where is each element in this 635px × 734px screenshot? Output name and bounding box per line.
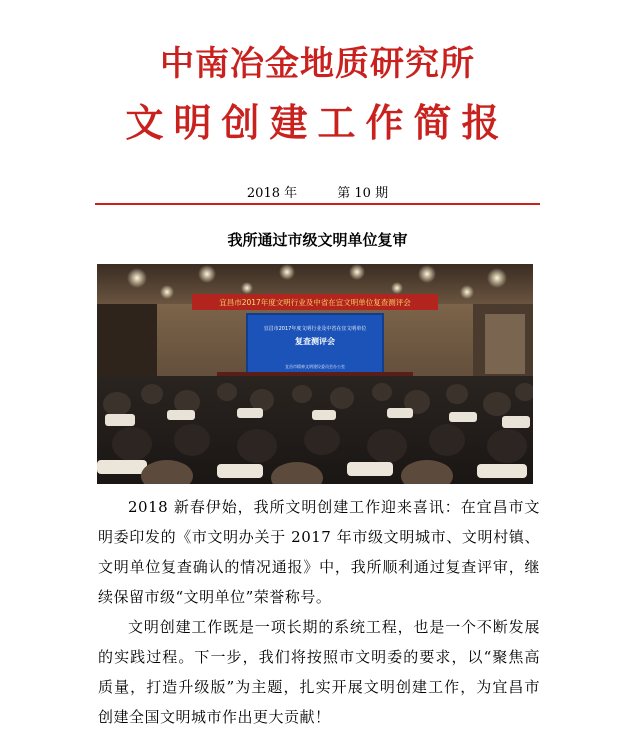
article-headline: 我所通过市级文明单位复审 (227, 231, 408, 249)
bulletin-title: 文明创建工作简报 (125, 100, 510, 145)
header-divider (95, 203, 540, 205)
paragraph: 2018 新春伊始，我所文明创建工作迎来喜讯：在宜昌市文明委印发的《市文明办关于 2017 年市级文明城市、文明村镇、文明单位复查确认的情况通报》中，我所顺利通过复查评审，继续保留市级“文明单位”荣誉称号。 (98, 498, 540, 606)
screen-line-3: 宜昌市精神文明建设委员会办公室 (285, 364, 345, 369)
article-body (98, 492, 540, 732)
issue-line (0, 182, 635, 201)
paragraph: 文明创建工作既是一项长期的系统工程，也是一个不断发展的实践过程。下一步，我们将按照市文明委的要求，以“聚焦高质量，打造升级版”为主题，扎实开展文明创建工作，为宜昌市创建全国文明城市作出更大贡献！ (98, 618, 540, 726)
issue-year: 2018 年 (246, 186, 298, 201)
issue-number: 第 10 期 (337, 186, 389, 201)
screen-line-1: 宜昌市2017年度文明行业及中省在宜文明单位 (263, 326, 367, 332)
organization-name: 中南冶金地质研究所 (160, 44, 475, 84)
screen-line-2: 复查测评会 (295, 337, 335, 346)
meeting-photo (97, 264, 533, 484)
banner-text: 宜昌市2017年度文明行业及中省在宜文明单位复查测评会 (219, 298, 411, 307)
